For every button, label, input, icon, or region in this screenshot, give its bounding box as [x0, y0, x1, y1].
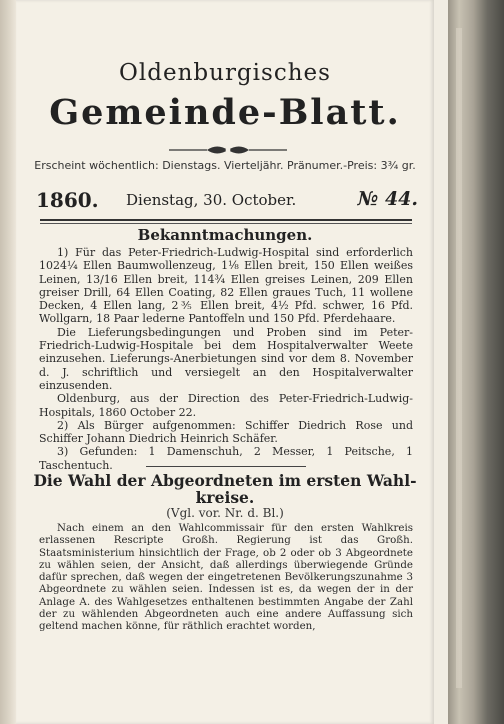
election-reference: (Vgl. vor. Nr. d. Bl.) — [166, 506, 284, 520]
ornament-divider-icon — [167, 142, 289, 158]
announcement-paragraph: 3) Gefunden: 1 Damenschuh, 2 Messer, 1 Peitsche, 1 Taschentuch. — [39, 445, 413, 472]
section-rule — [146, 466, 306, 467]
announcement-paragraph: 1) Für das Peter-Friedrich-Ludwig-Hospital sind erforderlich 1024¼ Ellen Baumwollenzeug, 1⅛ Ellen breit, 150 Ellen weißes Leinen, 13/16 Ellen breit, 114¾ Ellen greises Leinen, 209 Ellen greiser Drill, 64 Ellen Coating, 82 Ellen graues Tuch, 11 wollene Decken, 4 Ellen lang, 2⅗ Ellen breit, 4½ Pfd. schwer, 16 Pfd. Wollgarn, 18 Paar lederne Pantoffeln und 150 Pfd. Pferdehaare. — [39, 246, 413, 326]
subscription-info: Erscheint wöchentlich: Dienstags. Vierteljähr. Pränumer.-Preis: 3¾ gr. — [34, 159, 416, 172]
election-title-line: kreise. — [195, 488, 255, 507]
masthead-title: Gemeinde-Blatt. — [49, 92, 401, 133]
issue-year: 1860. — [36, 188, 99, 212]
book-spine — [448, 0, 504, 724]
announcement-paragraph: Die Lieferungsbedingungen und Proben sind im Peter-Friedrich-Ludwig-Hospitale bei dem Hospitalverwalter Weete einzusehen. Lieferungs-Anerbietungen sind vor dem 8. November d. J. schriftlich und versiegelt an den Hospitalverwalter einzusenden. — [39, 325, 413, 392]
masthead-subtitle: Oldenburgisches — [119, 60, 331, 86]
section-title-announcements: Bekanntmachungen. — [137, 226, 313, 244]
election-paragraph: Nach einem an den Wahlcommissair für den ersten Wahlkreis erlassenen Rescripte Großh. Regierung ist das Großh. Staatsministerium hinsichtlich der Frage, ob 2 oder ob 3 Abgeordnete zu wählen seien, der Ansicht, daß allerdings überwiegende Gründe dafür sprechen, daß wegen der eingetretenen Bevölkerungszunahme 3 Abgeordnete zu wählen seien. Indessen ist es, da wegen der in der Anlage A. des Wahlgesetzes enthaltenen bestimmten Angabe der Zahl der zu wählenden Abgeordneten auch eine andere Auffassung sich geltend machen könne, für räthlich erachtet worden, — [39, 522, 413, 633]
page-edges — [456, 28, 462, 688]
announcement-paragraph: 2) Als Bürger aufgenommen: Schiffer Diedrich Rose und Schiffer Johann Diedrich Heinrich Schäfer. — [39, 418, 413, 446]
issue-line — [36, 188, 418, 214]
newspaper-page — [16, 0, 434, 724]
issue-number: № 44. — [357, 188, 418, 210]
binding-gutter — [0, 0, 16, 724]
section-title-election — [16, 472, 434, 506]
issue-date: Dienstag, 30. October. — [126, 191, 297, 209]
announcements-body — [39, 246, 413, 480]
announcement-paragraph: Oldenburg, aus der Direction des Peter-Friedrich-Ludwig-Hospitals, 1860 October 22. — [39, 392, 413, 419]
election-title-line: Die Wahl der Abgeordneten im ersten Wahl- — [33, 471, 417, 490]
double-rule — [40, 219, 412, 221]
double-rule-thin — [40, 223, 412, 224]
election-body — [39, 522, 413, 642]
